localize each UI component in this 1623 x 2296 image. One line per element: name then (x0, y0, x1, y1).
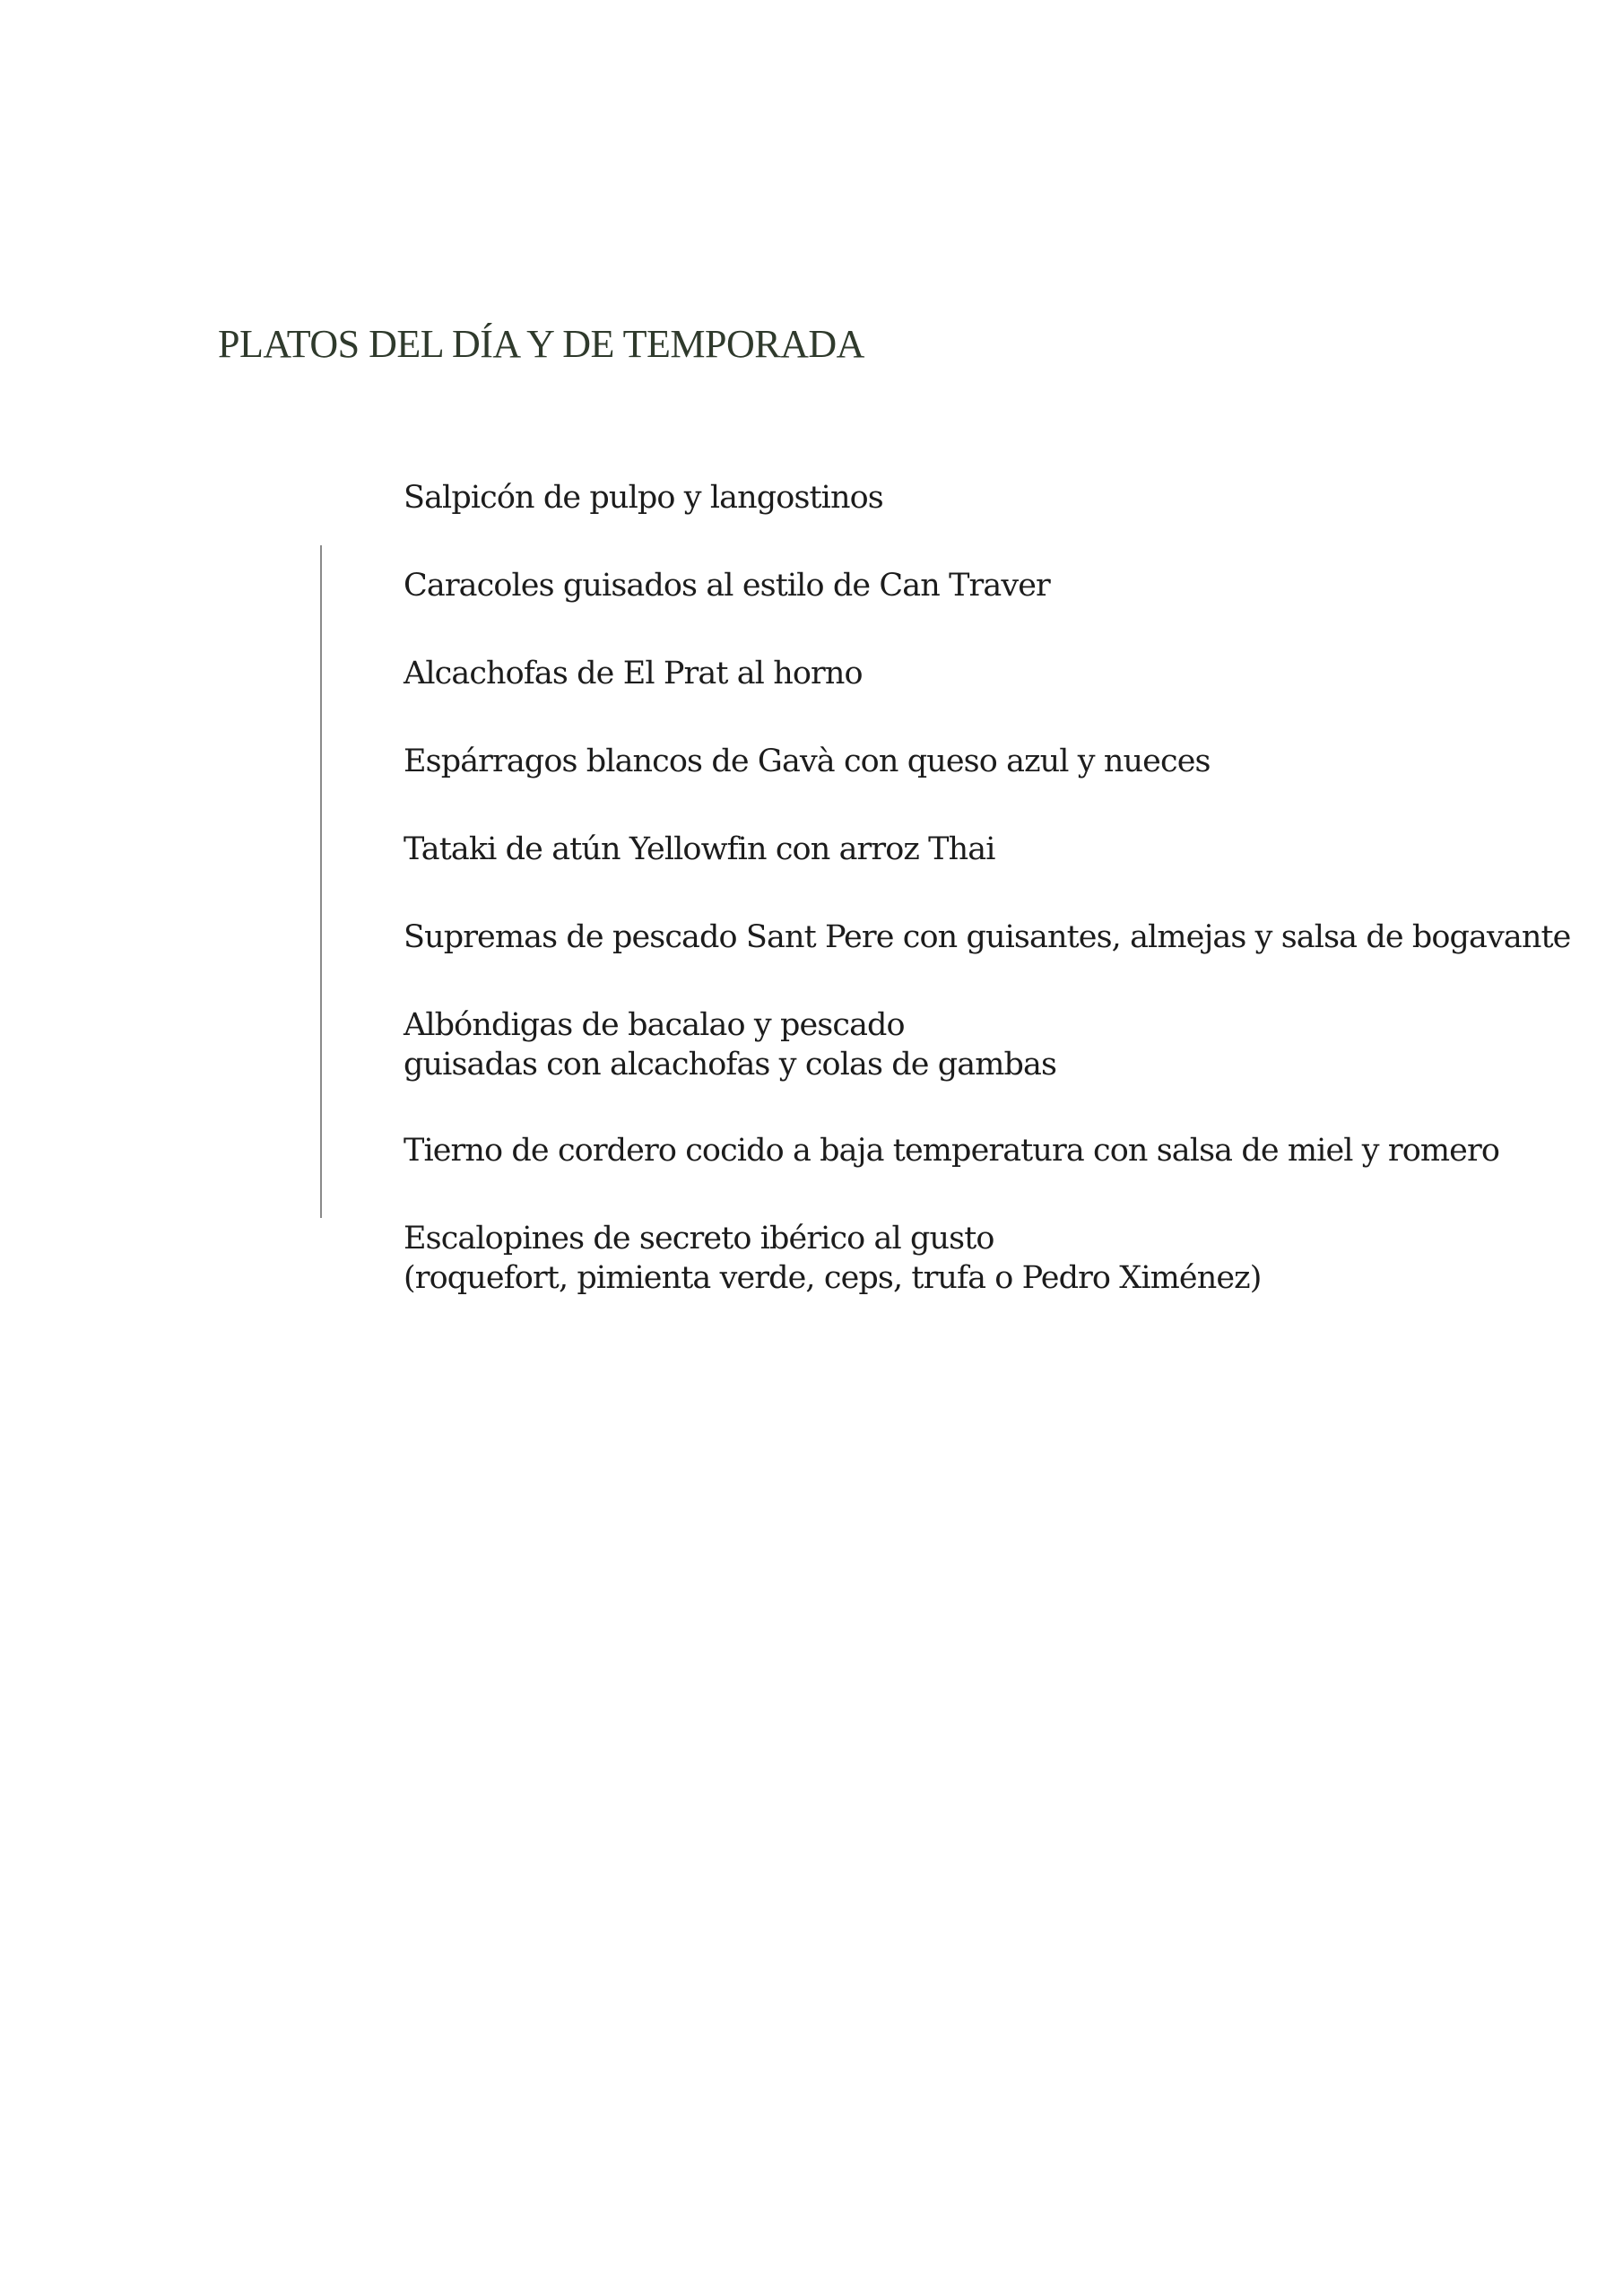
dish-item (404, 566, 1050, 605)
dish-item (404, 478, 883, 517)
dish-line: Espárragos blancos de Gavà con queso azul y nueces (404, 744, 1211, 779)
dish-line: Tataki de atún Yellowfin con arroz Thai (404, 831, 995, 867)
dish-item (404, 654, 863, 693)
dish-line: Albóndigas de bacalao y pescado (404, 1007, 905, 1043)
dish-item (404, 1131, 1499, 1170)
dish-line: Salpicón de pulpo y langostinos (404, 480, 883, 516)
dish-item (404, 1219, 1261, 1298)
dish-line: (roquefort, pimienta verde, ceps, trufa o Pedro Ximénez) (404, 1260, 1262, 1296)
dish-line: Alcachofas de El Prat al horno (404, 656, 863, 691)
dish-item (404, 918, 1570, 957)
dish-line: Escalopines de secreto ibérico al gusto (404, 1221, 994, 1257)
dish-item (404, 742, 1211, 781)
dish-line: Supremas de pescado Sant Pere con guisantes, almejas y salsa de bogavante (404, 919, 1571, 955)
dish-line: Caracoles guisados al estilo de Can Traver (404, 568, 1050, 604)
dish-item (404, 830, 995, 869)
page-title: PLATOS DEL DÍA Y DE TEMPORADA (218, 322, 864, 366)
dish-line: Tierno de cordero cocido a baja temperatura con salsa de miel y romero (404, 1133, 1499, 1169)
vertical-divider (320, 545, 322, 1218)
dish-item (404, 1005, 1056, 1084)
dish-line: guisadas con alcachofas y colas de gambas (404, 1047, 1057, 1083)
